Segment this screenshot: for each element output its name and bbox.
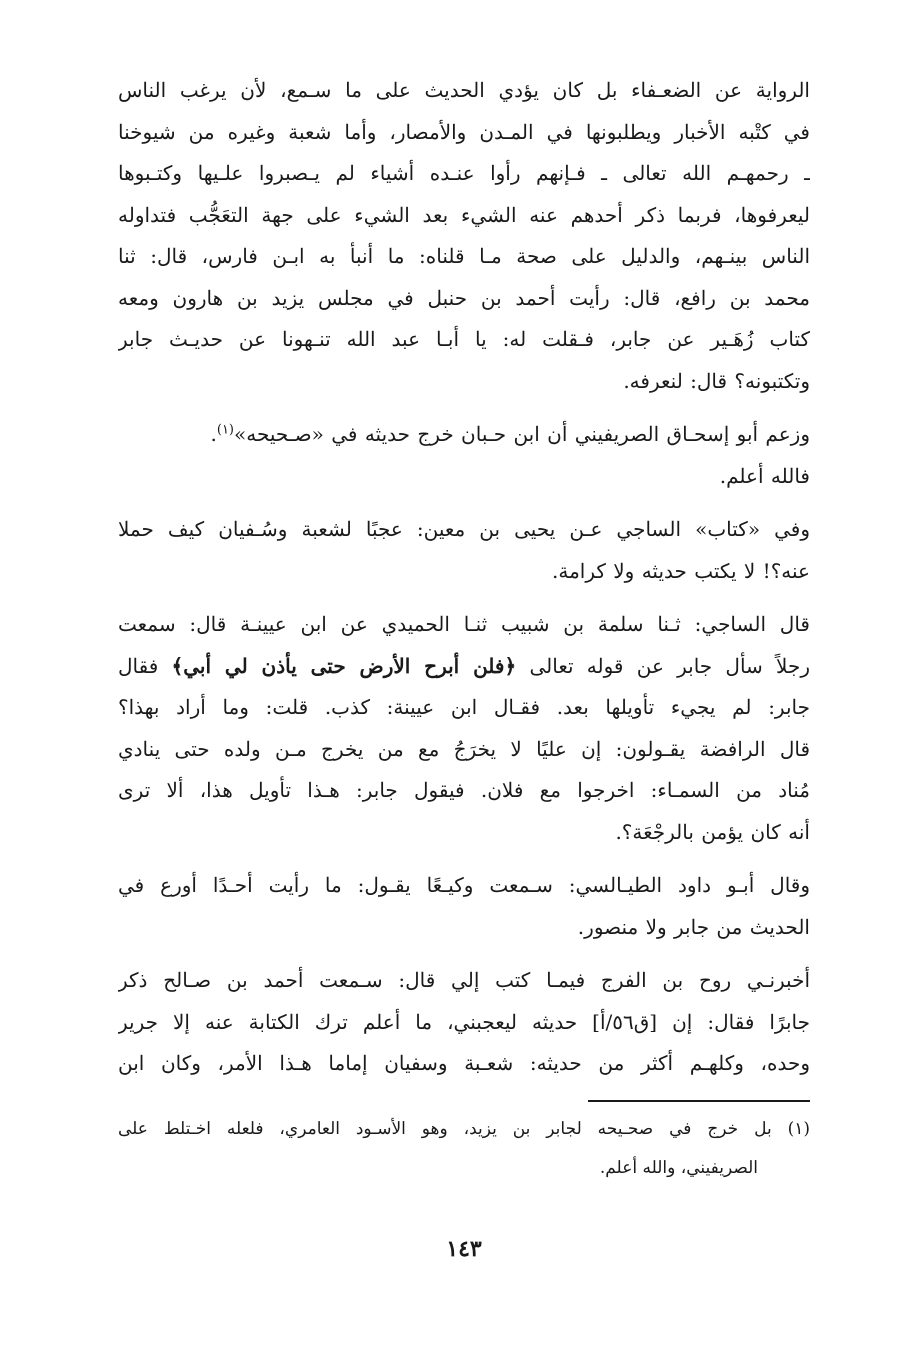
text-line: أخبرنـي روح بن الفرج فيمـا كتب إلي قال: سـمعت أحمد بن صـالح ذكر xyxy=(118,968,810,992)
text-line: جابرًا فقال: إن [ق٥٦/أ] حديثه ليعجبني، ما أعلم ترك الكتابة عنه إلا جرير xyxy=(118,1009,810,1034)
text-line: محمد بن رافع، قال: رأيت أحمد بن حنبل في مجلس يزيد بن هارون ومعه xyxy=(118,285,810,310)
footnote-text: بل خرج في صحـيحه لجابر بن يزيد، وهو الأسـود العامري، فلعله اخـتلط على xyxy=(118,1119,772,1139)
text-line xyxy=(118,414,810,456)
text-line-end: . xyxy=(210,422,217,446)
footnote-separator xyxy=(588,1100,810,1102)
text-line: قال الرافضة يقـولون: إن عليًا لا يخرَجُ مع من يخرج مـن ولده حتى ينادي xyxy=(118,736,810,761)
paragraph-1 xyxy=(118,70,810,402)
text-line: وتكتبونه؟ قال: لنعرفه. xyxy=(623,368,810,393)
paragraph-4 xyxy=(118,604,810,853)
text-line: مُناد من السمـاء: اخرجوا مع فلان. فيقول جابر: هـذا تأويل هذا، ألا ترى xyxy=(118,778,810,802)
text-line: ليعرفوها، فربما ذكر أحدهم عنه الشيء بعد الشيء على جهة التعَجُّب فتداوله xyxy=(118,202,810,227)
text-line xyxy=(118,646,810,688)
text-line: ـ رحمهـم الله تعالى ـ فـإنهم رأوا عنـده أشياء لم يـصبروا علـيها وكتـبوها xyxy=(118,161,810,185)
text-line: كتاب زُهَـير عن جابر، فـقلت له: يا أبـا عبد الله تنـهونا عن حديـث جابر xyxy=(118,327,810,351)
footnote-line xyxy=(118,1110,810,1149)
text-line-end: فقال xyxy=(118,653,172,678)
text-line: قال الساجي: ثـنا سلمة بن شبيب ثنـا الحميدي عن ابن عيينـة قال: سمعت xyxy=(118,612,810,636)
text-line: الرواية عن الضعـفاء بل كان يؤدي الحديث على ما سـمع، لأن يرغب الناس xyxy=(118,78,810,102)
document-page xyxy=(118,0,810,1360)
text-line: في كتْبه الأخبار ويطلبونها في المـدن والأمصار، وأما شعبة وغيره من شيوخنا xyxy=(118,119,810,144)
text-line: وقال أبـو داود الطيـالسي: سـمعت وكيـعًا يقـول: ما رأيت أحـدًا أورع في xyxy=(118,873,810,897)
footnote-line: الصريفيني، والله أعلم. xyxy=(599,1158,758,1178)
footnote-number: (١) xyxy=(787,1119,810,1139)
main-text xyxy=(118,70,810,1095)
text-line-content: وزعم أبو إسحـاق الصريفيني أن ابن حـبان خرج حديثه في «صـحيحه» xyxy=(234,422,810,446)
text-line: عنه؟! لا يكتب حديثه ولا كرامة. xyxy=(552,558,810,583)
paragraph-2 xyxy=(118,414,810,497)
text-line: فالله أعلم. xyxy=(719,463,810,488)
footnotes xyxy=(118,1110,810,1188)
text-line: الحديث من جابر ولا منصور. xyxy=(577,914,810,939)
paragraph-3 xyxy=(118,509,810,592)
text-line: جابر: لم يجيء تأويلها بعد. فقـال ابن عيينة: كذب. قلت: وما أراد بهذا؟ xyxy=(118,695,810,719)
footnote-reference[interactable]: (١) xyxy=(216,422,234,438)
quran-verse: ﴿فلن أبرح الأرض حتى يأذن لي أبي﴾ xyxy=(171,653,517,678)
text-line: وفي «كتاب» الساجي عـن يحيى بن معين: عجبًا لشعبة وسُـفيان كيف حملا xyxy=(118,517,810,541)
page-number: ١٤٣ xyxy=(446,1236,482,1262)
text-line: الناس بينـهم، والدليل على صحة مـا قلناه: ما أنبأ به ابـن فارس، قال: ثنا xyxy=(118,244,810,268)
text-line: أنه كان يؤمن بالرجْعَة؟. xyxy=(615,819,810,844)
text-line: وحده، وكلهـم أكثر من حديثه: شعـبة وسفيان إماما هـذا الأمر، وكان ابن xyxy=(118,1051,810,1075)
text-line-start: رجلاً سأل جابر عن قوله تعالى xyxy=(516,653,810,678)
paragraph-5 xyxy=(118,865,810,948)
paragraph-6 xyxy=(118,960,810,1085)
